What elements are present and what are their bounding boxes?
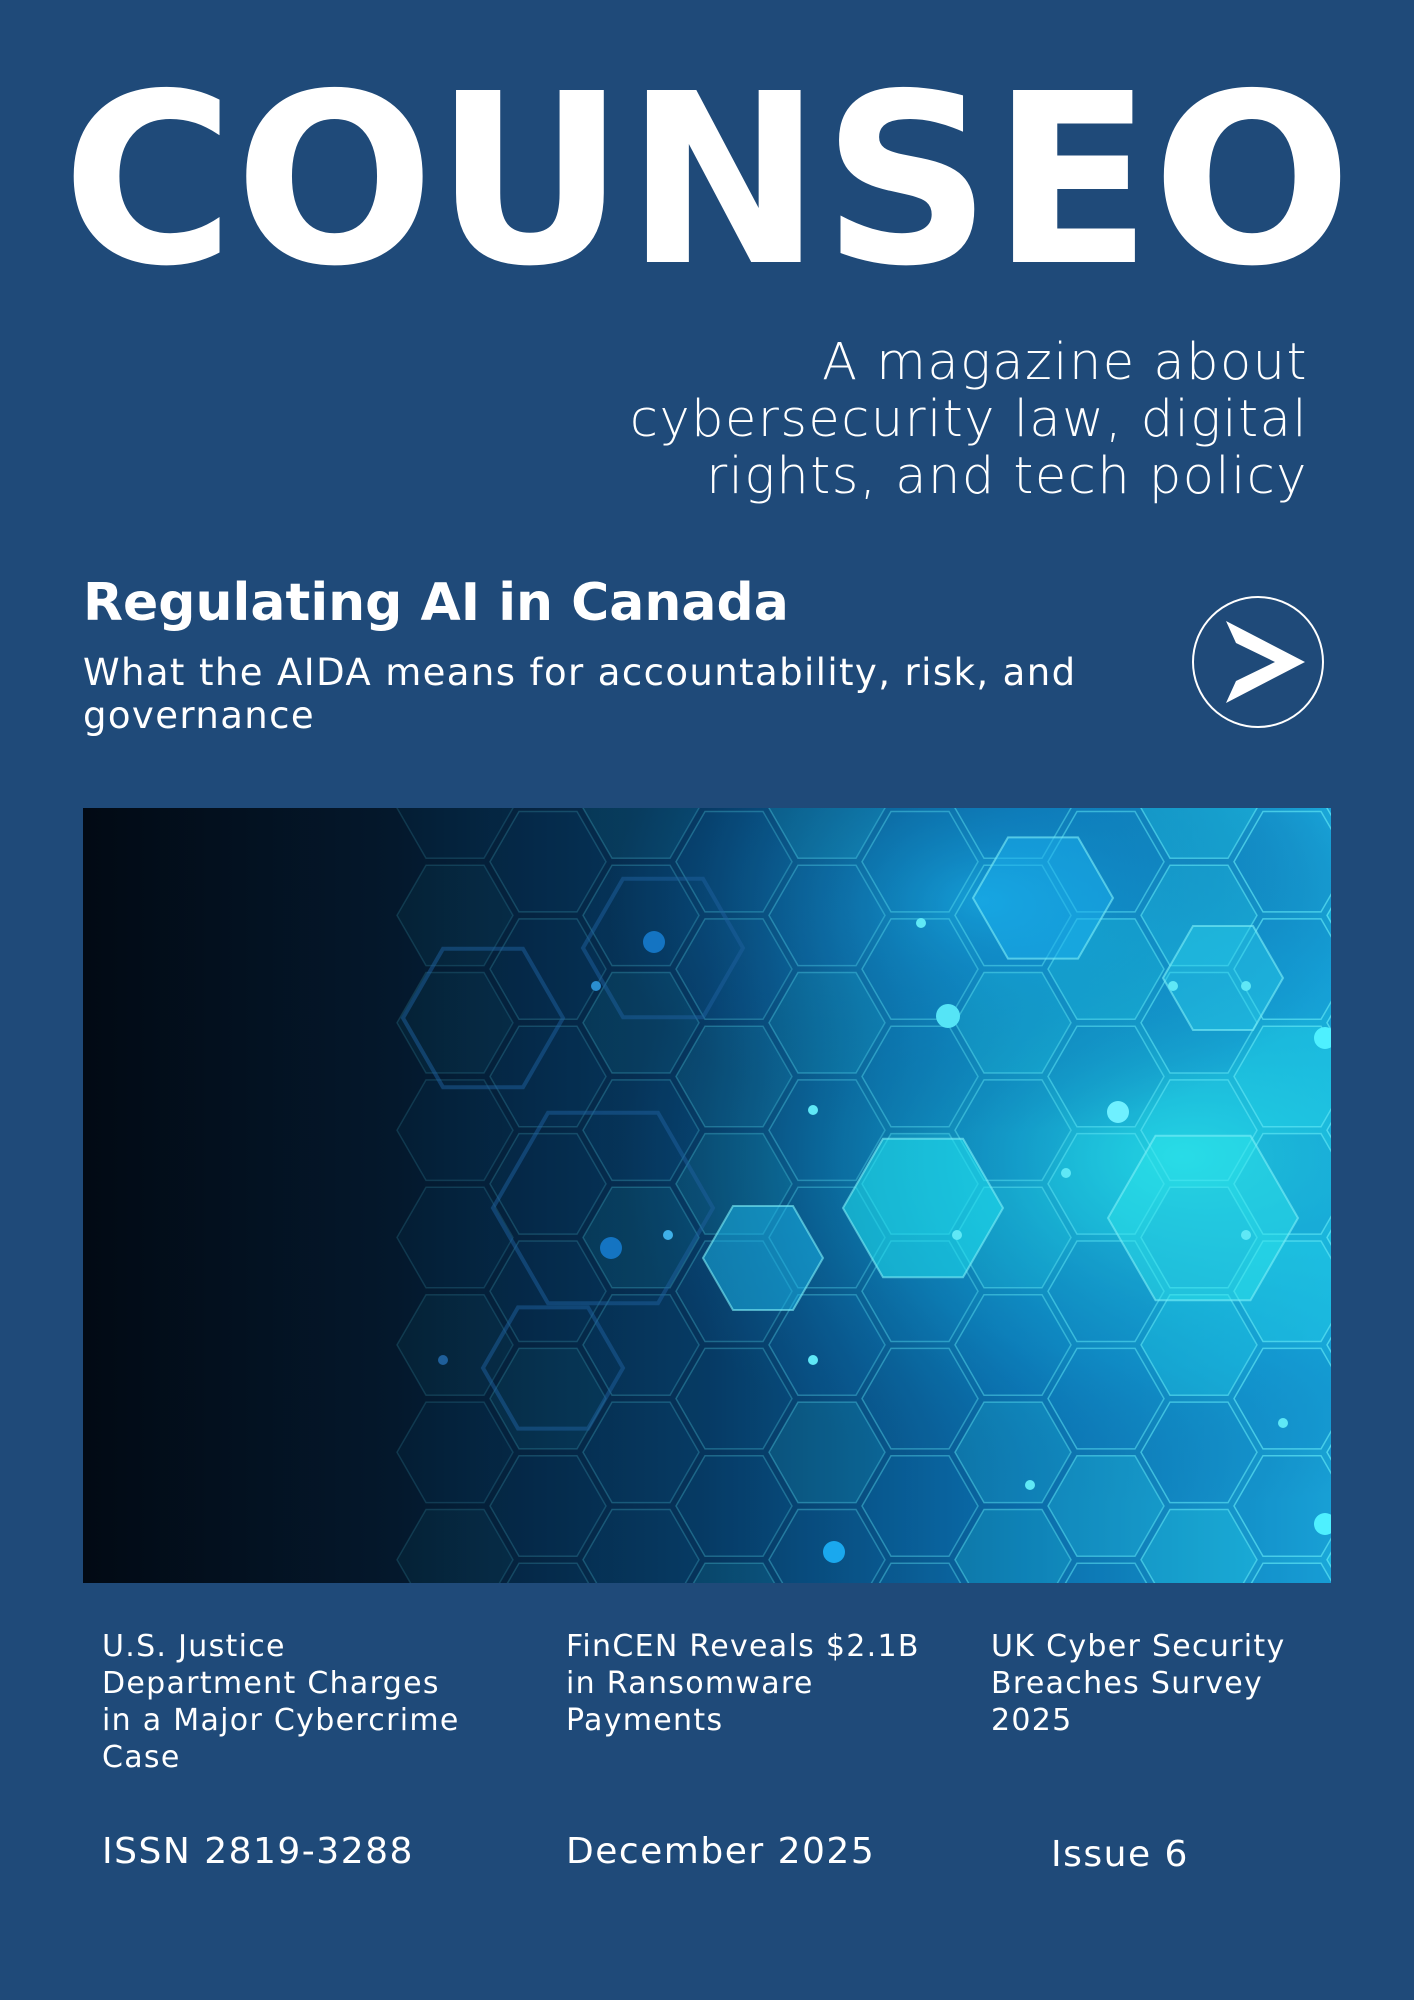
issn-number: ISSN 2819-3288 — [102, 1831, 414, 1872]
hexagon-network-image — [83, 808, 1331, 1583]
play-arrow-icon — [1191, 595, 1325, 729]
story-headline-2: FinCEN Reveals $2.1B in Ransomware Payments — [566, 1629, 920, 1738]
feature-title: Regulating AI in Canada — [83, 573, 789, 633]
read-feature-button[interactable] — [1191, 595, 1325, 729]
masthead-title: COUNSEO — [62, 43, 1352, 300]
issue-date: December 2025 — [566, 1831, 876, 1872]
issue-number: Issue 6 — [1051, 1834, 1189, 1875]
feature-subtitle: What the AIDA means for accountability, risk, and governance — [83, 651, 1077, 737]
hero-image — [83, 808, 1331, 1583]
story-headline-3: UK Cyber Security Breaches Survey 2025 — [991, 1629, 1286, 1738]
story-headline-1: U.S. Justice Department Charges in a Major Cybercrime Case — [102, 1629, 460, 1775]
masthead — [0, 40, 1414, 300]
tagline: A magazine about cybersecurity law, digital rights, and tech policy — [629, 333, 1308, 506]
